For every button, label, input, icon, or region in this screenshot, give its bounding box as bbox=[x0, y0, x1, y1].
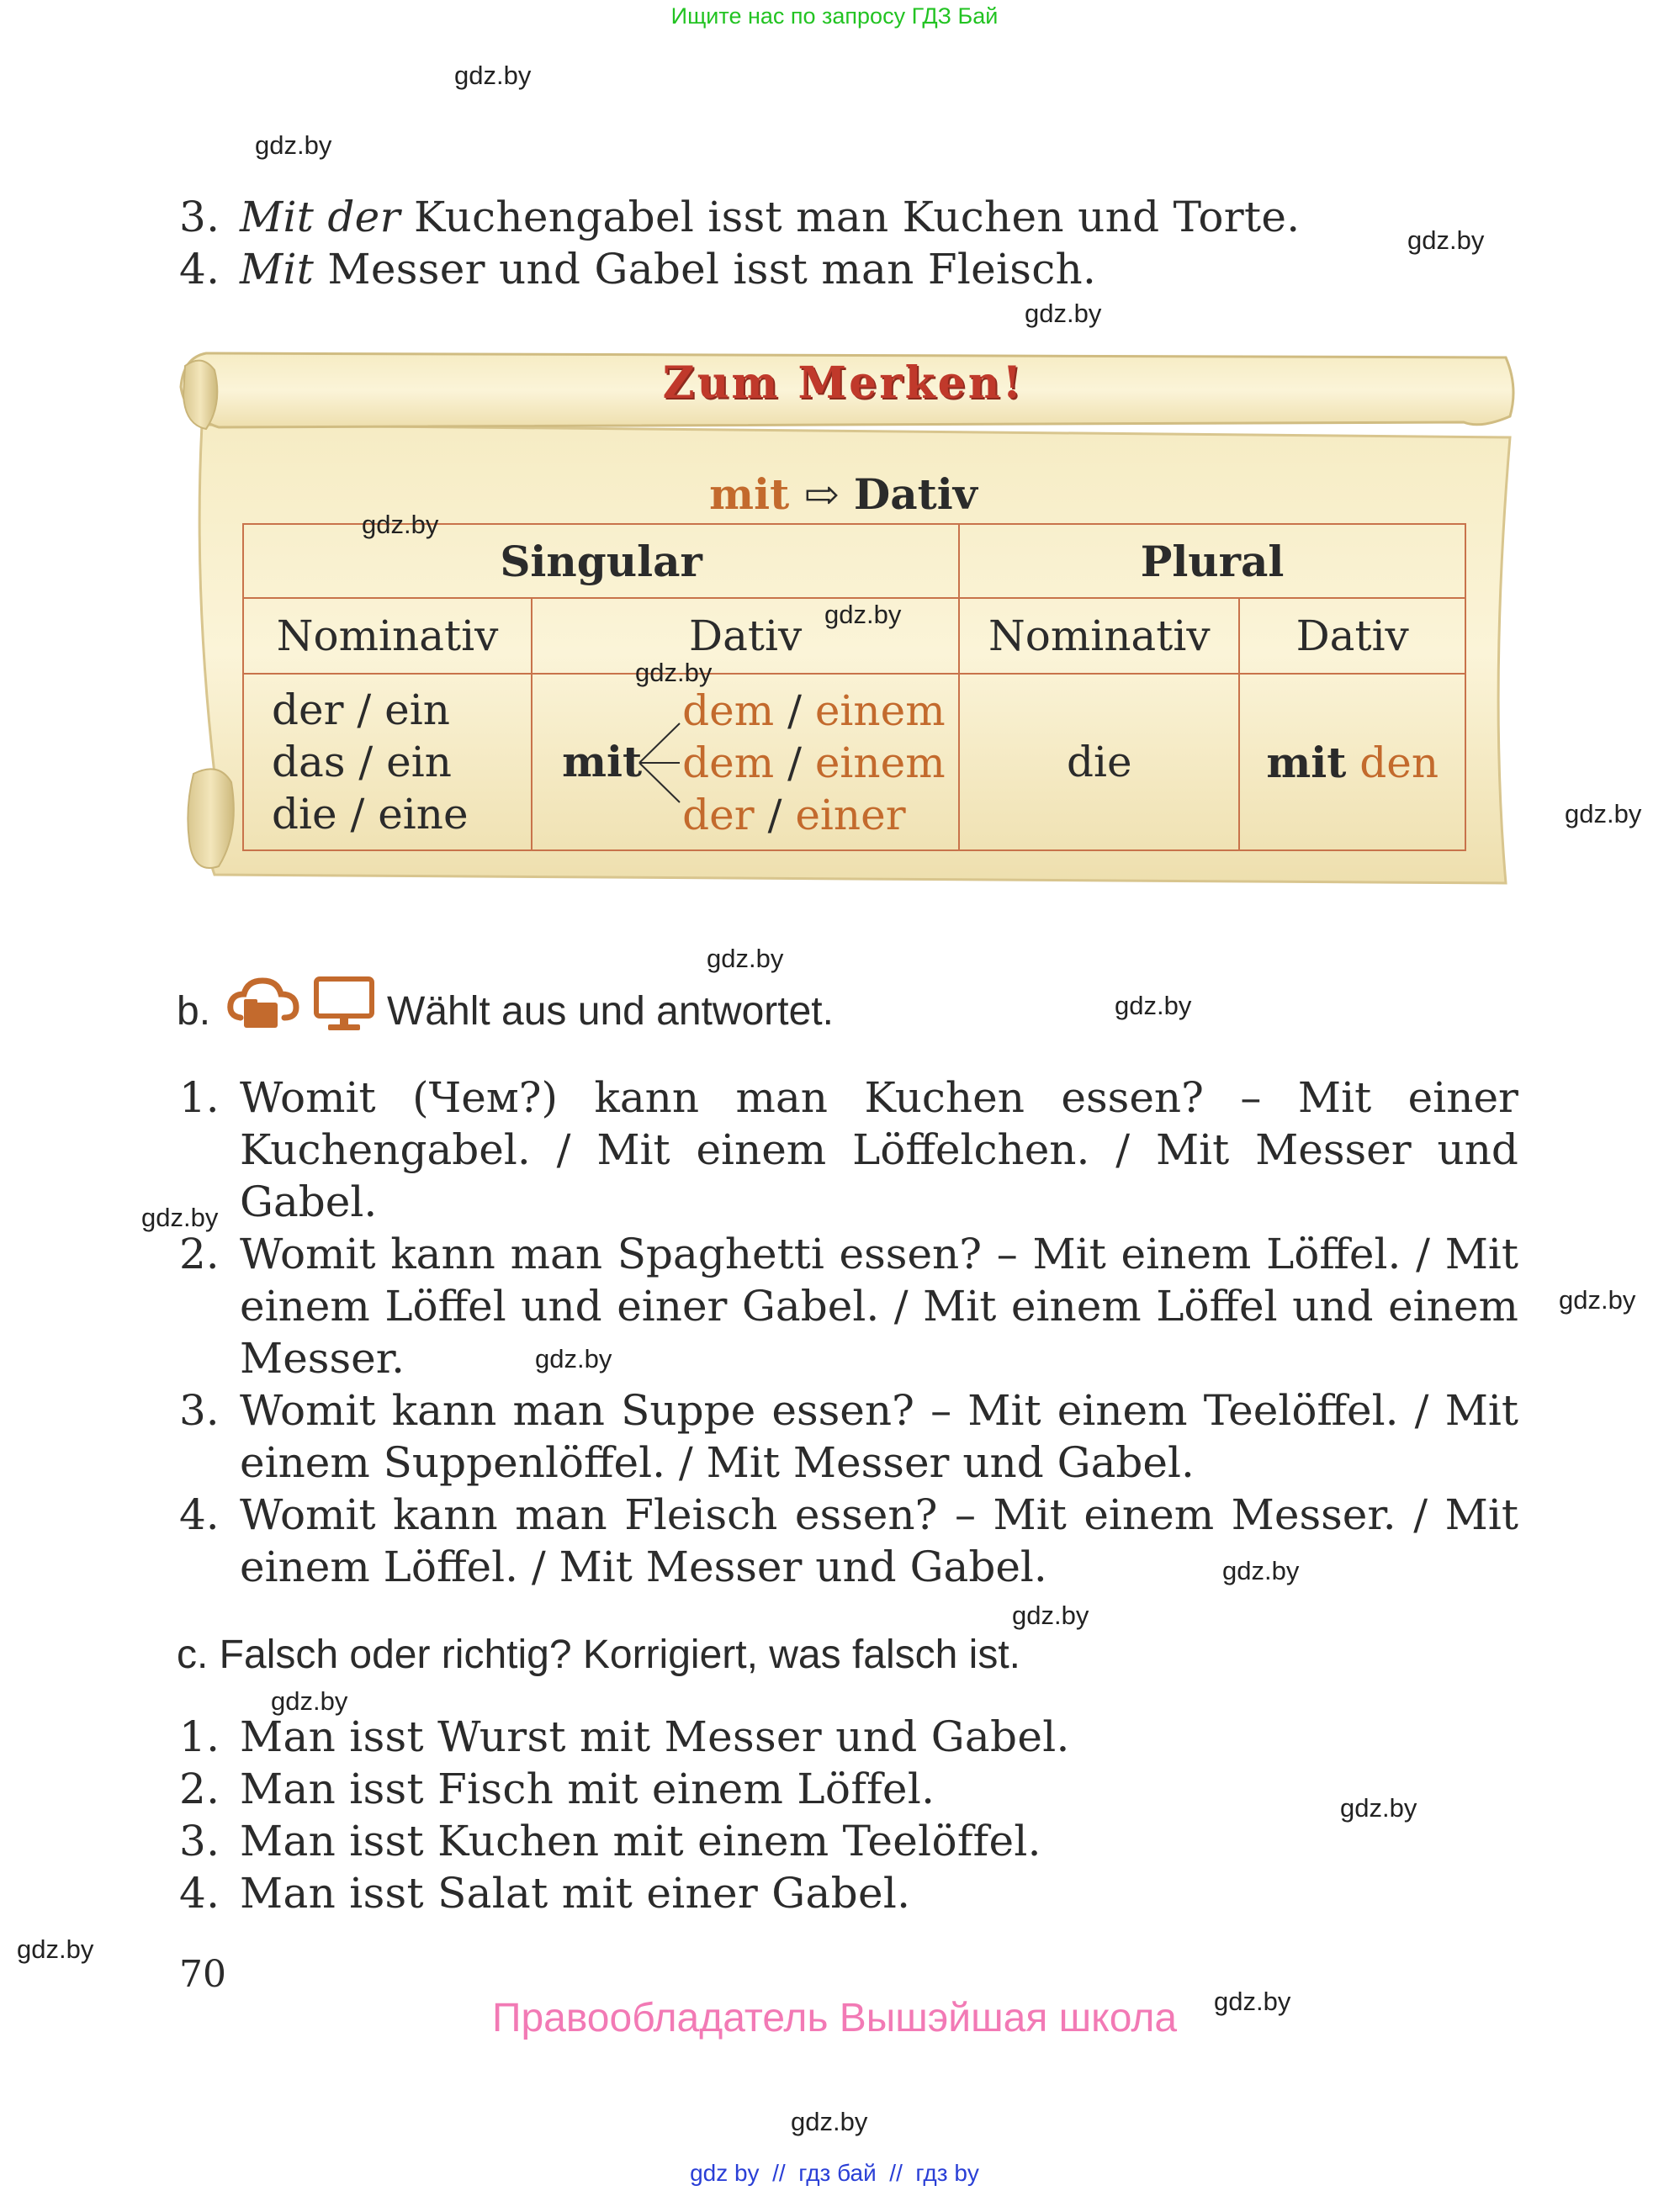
word: einem bbox=[1121, 1230, 1252, 1278]
watermark: gdz.by bbox=[255, 130, 332, 160]
word: kann bbox=[391, 1386, 497, 1435]
col-nominativ: Nominativ bbox=[243, 598, 532, 674]
item-number: 1. bbox=[179, 1073, 220, 1122]
plural-dativ: mit den bbox=[1239, 674, 1465, 850]
word: / bbox=[1416, 1230, 1430, 1278]
nom-form: das / ein bbox=[272, 738, 452, 786]
italic-phrase: Mit bbox=[240, 245, 315, 294]
word: – bbox=[954, 1490, 976, 1539]
line-end: einem Löffel. / Mit Messer und Gabel. bbox=[240, 1543, 1047, 1591]
word: Kuchen bbox=[864, 1073, 1025, 1122]
word: / bbox=[556, 1125, 571, 1174]
word: Womit bbox=[240, 1386, 376, 1435]
section-b-title: Wählt aus und antwortet. bbox=[387, 989, 834, 1034]
word: Mit bbox=[967, 1386, 1041, 1435]
list-item bbox=[179, 1228, 1518, 1384]
monitor-icon bbox=[313, 976, 376, 1035]
word: man bbox=[515, 1490, 607, 1539]
watermark: gdz.by bbox=[1012, 1601, 1089, 1630]
mit-word: mit bbox=[562, 737, 643, 786]
watermark: gdz.by bbox=[791, 2107, 868, 2136]
item-number: 4. bbox=[179, 245, 220, 294]
watermark: gdz.by bbox=[1222, 1556, 1300, 1585]
col-dativ: Dativ bbox=[532, 598, 959, 674]
watermark: gdz.by bbox=[1115, 991, 1192, 1020]
box-title: Zum Merken! bbox=[662, 357, 1025, 409]
word: Mit bbox=[596, 1125, 670, 1174]
dativ-form: dem / einem bbox=[682, 738, 946, 787]
word: Kuchengabel. bbox=[240, 1125, 531, 1174]
watermark: gdz.by bbox=[17, 1934, 94, 1964]
word: – bbox=[1240, 1073, 1262, 1122]
word: und bbox=[1437, 1125, 1518, 1174]
dativ-form: der / einer bbox=[682, 791, 906, 839]
word: – bbox=[930, 1386, 952, 1435]
word: Mit bbox=[1297, 1073, 1372, 1122]
word: Womit bbox=[240, 1073, 376, 1122]
rule-preposition: mit bbox=[709, 469, 790, 519]
word: Fleisch bbox=[624, 1490, 778, 1539]
footer-links[interactable]: gdz by // гдз бай // гдз by bbox=[690, 2160, 979, 2186]
word: Mit bbox=[1444, 1230, 1518, 1278]
watermark: gdz.by bbox=[1559, 1285, 1636, 1315]
rule-case: Dativ bbox=[853, 469, 978, 519]
word: Womit bbox=[240, 1490, 376, 1539]
word: Löffel bbox=[1156, 1282, 1278, 1331]
word: einem bbox=[1388, 1282, 1518, 1331]
watermark: gdz.by bbox=[1565, 799, 1642, 828]
intro-line bbox=[179, 243, 1096, 295]
word: / bbox=[1115, 1125, 1131, 1174]
word: Suppe bbox=[621, 1386, 756, 1435]
word: Mit bbox=[1444, 1386, 1518, 1435]
list-item: 1. Man isst Wurst mit Messer und Gabel. bbox=[179, 1712, 1070, 1761]
word: / bbox=[1413, 1490, 1428, 1539]
word: Mit bbox=[1032, 1230, 1106, 1278]
watermark: gdz.by bbox=[824, 600, 902, 629]
word: Mit bbox=[1444, 1490, 1518, 1539]
word: essen? bbox=[1061, 1073, 1204, 1122]
list-item: 3. Man isst Kuchen mit einem Teelöffel. bbox=[179, 1817, 1041, 1865]
word: Mit bbox=[923, 1282, 997, 1331]
watermark: gdz.by bbox=[535, 1344, 612, 1373]
word: einer bbox=[617, 1282, 728, 1331]
list-item bbox=[179, 1384, 1518, 1489]
word: einem bbox=[240, 1282, 370, 1331]
word: essen? bbox=[771, 1386, 914, 1435]
col-nominativ-plural: Nominativ bbox=[959, 598, 1239, 674]
word: Messer. bbox=[1231, 1490, 1396, 1539]
header-plural: Plural bbox=[959, 524, 1465, 598]
word: Womit bbox=[240, 1230, 376, 1278]
sentence: Kuchengabel isst man Kuchen und Torte. bbox=[413, 193, 1301, 241]
line-end: Messer. bbox=[240, 1334, 405, 1383]
word: / bbox=[1414, 1386, 1429, 1435]
word: man bbox=[735, 1073, 828, 1122]
line-end: einem Suppenlöffel. / Mit Messer und Gabel. bbox=[240, 1438, 1195, 1487]
watermark: gdz.by bbox=[1214, 1987, 1291, 2016]
word: einem bbox=[1084, 1490, 1215, 1539]
word: einem bbox=[1010, 1282, 1142, 1331]
page-number: 70 bbox=[179, 1953, 226, 1996]
watermark: gdz.by bbox=[271, 1686, 348, 1716]
word: Mit bbox=[993, 1490, 1067, 1539]
watermark: gdz.by bbox=[454, 61, 532, 90]
section-b-letter: b. bbox=[177, 989, 211, 1034]
word: kann bbox=[393, 1490, 498, 1539]
watermark: gdz.by bbox=[1025, 299, 1102, 328]
intro-line bbox=[179, 191, 1300, 243]
nominativ-forms bbox=[243, 674, 532, 850]
watermark: gdz.by bbox=[362, 510, 439, 539]
nom-form: der / ein bbox=[272, 685, 450, 734]
list-item: 4. Man isst Salat mit einer Gabel. bbox=[179, 1869, 911, 1918]
branch-lines bbox=[638, 708, 684, 818]
list-item bbox=[179, 1072, 1518, 1228]
word: Spaghetti bbox=[617, 1230, 824, 1278]
watermark: gdz.by bbox=[635, 658, 713, 687]
word: Messer bbox=[1255, 1125, 1412, 1174]
item-number: 3. bbox=[179, 1386, 220, 1435]
watermark: gdz.by bbox=[141, 1203, 219, 1232]
word: essen? bbox=[839, 1230, 983, 1278]
item-number: 3. bbox=[179, 193, 220, 241]
grammar-table bbox=[242, 523, 1466, 851]
word: man bbox=[510, 1230, 603, 1278]
line-end: Gabel. bbox=[240, 1177, 378, 1226]
word: – bbox=[996, 1230, 1018, 1278]
word: / bbox=[893, 1282, 909, 1331]
italic-phrase: Mit der bbox=[240, 193, 400, 241]
word: Löffel. bbox=[1266, 1230, 1401, 1278]
word: einer bbox=[1407, 1073, 1518, 1122]
word: (Чем?) bbox=[412, 1073, 559, 1122]
word: Löffel bbox=[384, 1282, 506, 1331]
copyright: Правообладатель Вышэйшая школа bbox=[491, 1996, 1178, 2040]
plural-nominativ: die bbox=[959, 674, 1239, 850]
watermark: gdz.by bbox=[707, 944, 784, 973]
word: kann bbox=[390, 1230, 495, 1278]
list-item: 2. Man isst Fisch mit einem Löffel. bbox=[179, 1765, 935, 1813]
arrow-icon: ⇨ bbox=[803, 469, 840, 519]
header-singular: Singular bbox=[243, 524, 959, 598]
dativ-form: dem / einem bbox=[682, 686, 946, 735]
cloud-folder-icon bbox=[225, 974, 301, 1033]
word: und bbox=[1292, 1282, 1374, 1331]
word: man bbox=[512, 1386, 605, 1435]
word: essen? bbox=[794, 1490, 938, 1539]
word: Gabel. bbox=[741, 1282, 880, 1331]
word: Mit bbox=[1155, 1125, 1230, 1174]
sentence: Messer und Gabel isst man Fleisch. bbox=[327, 245, 1097, 294]
list-item bbox=[179, 1489, 1518, 1593]
word: Löffelchen. bbox=[852, 1125, 1090, 1174]
col-dativ-plural: Dativ bbox=[1239, 598, 1465, 674]
item-number: 4. bbox=[179, 1490, 220, 1539]
item-number: 2. bbox=[179, 1230, 220, 1278]
watermark: gdz.by bbox=[1407, 225, 1485, 255]
top-banner[interactable]: Ищите нас по запросу ГДЗ Бай bbox=[670, 3, 999, 29]
word: einem bbox=[696, 1125, 827, 1174]
word: einem bbox=[1057, 1386, 1188, 1435]
word: und bbox=[521, 1282, 602, 1331]
nom-form: die / eine bbox=[272, 790, 469, 839]
section-c-title: c. Falsch oder richtig? Korrigiert, was falsch ist. bbox=[177, 1633, 1021, 1677]
watermark: gdz.by bbox=[1340, 1793, 1417, 1823]
word: Teelöffel. bbox=[1203, 1386, 1399, 1435]
word: kann bbox=[594, 1073, 700, 1122]
dativ-forms bbox=[532, 674, 959, 850]
